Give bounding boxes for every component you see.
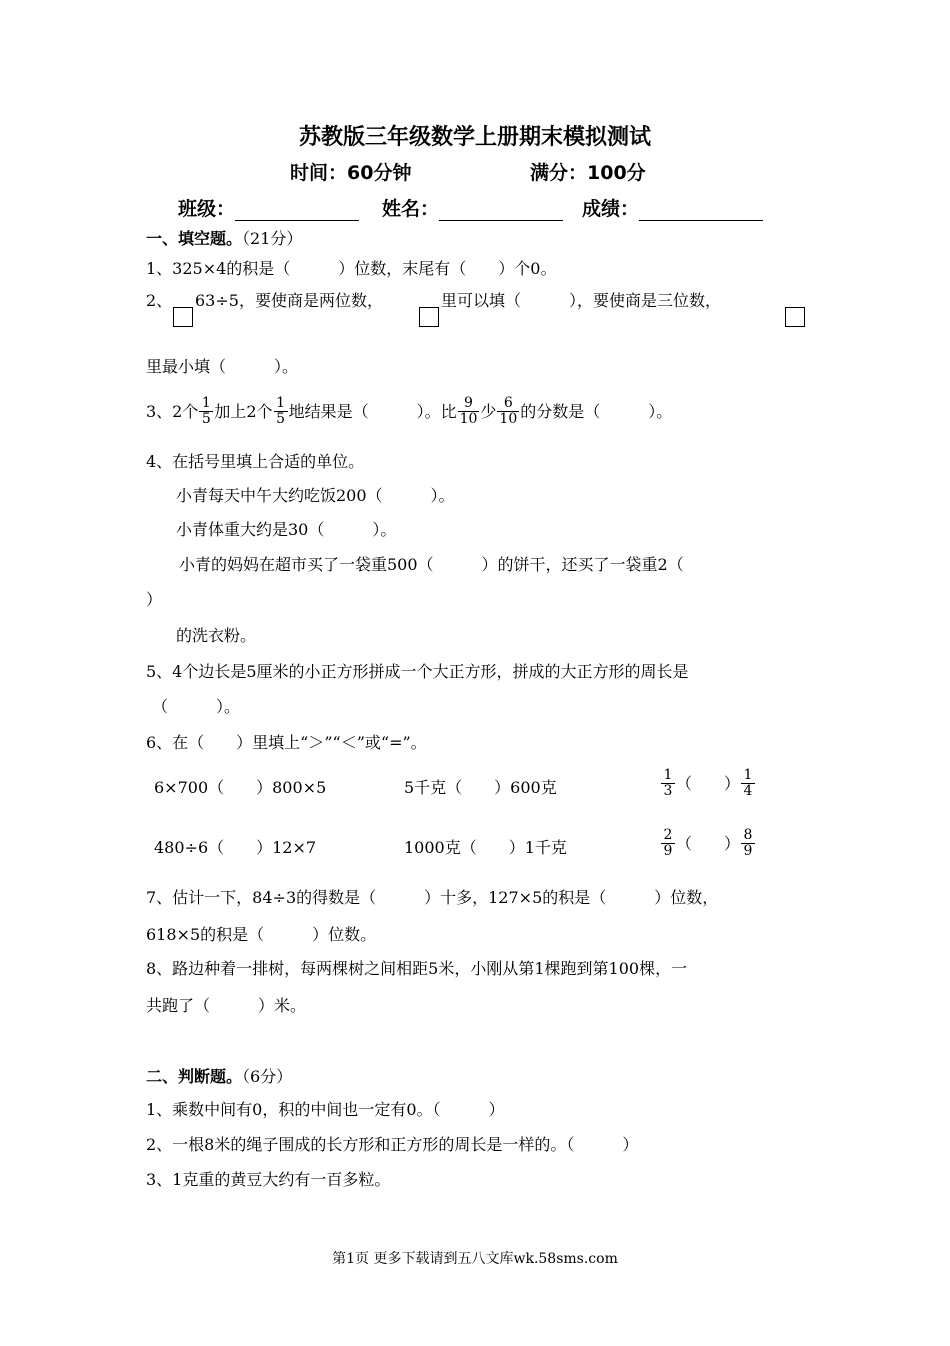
fraction-denominator: 9 — [743, 843, 753, 859]
fraction-numerator: 1 — [276, 395, 286, 411]
score-label: 满分：100分 — [530, 162, 646, 184]
question-1-5: 5、4个边长是5厘米的小正方形拼成一个大正方形，拼成的大正方形的周长是 — [146, 662, 689, 681]
fraction-denominator: 10 — [499, 411, 518, 427]
answer-box-3[interactable] — [785, 307, 805, 327]
fraction-denominator: 10 — [459, 411, 478, 427]
q3-part5: 的分数是（ ）。 — [520, 401, 673, 421]
fraction-6-10 — [498, 396, 518, 427]
fraction-numerator: 1 — [663, 767, 673, 783]
question-1-4-d: 的洗衣粉。 — [176, 626, 257, 645]
grade-blank[interactable] — [639, 198, 763, 221]
question-1-3 — [146, 396, 672, 427]
compare-2-3 — [660, 828, 756, 859]
question-1-4: 4、在括号里填上合适的单位。 — [146, 452, 365, 471]
compare-blank[interactable]: （ ） — [676, 833, 741, 853]
class-field-row — [178, 194, 359, 221]
page-footer: 第1页 更多下载请到五八文库wk.58sms.com — [332, 1251, 618, 1267]
fraction-numerator: 1 — [743, 767, 753, 783]
name-blank[interactable] — [439, 198, 563, 221]
answer-box-2[interactable] — [419, 307, 439, 327]
grade-label: 成绩： — [582, 198, 640, 220]
question-1-8-b: 共跑了（ ）米。 — [146, 996, 307, 1015]
section2-heading — [146, 1066, 292, 1088]
section1-title: 一、填空题。 — [146, 229, 243, 248]
section2-points: （6分） — [242, 1067, 293, 1086]
fraction-2-9 — [662, 828, 674, 859]
compare-1-3 — [660, 768, 756, 799]
compare-blank[interactable]: （ ） — [676, 773, 741, 793]
q3-part4: 少 — [480, 401, 497, 421]
fraction-denominator: 4 — [743, 783, 753, 799]
question-1-5-b: （ ）。 — [152, 697, 241, 716]
question-1-1: 1、325×4的积是（ ）位数，末尾有（ ）个0。 — [146, 259, 557, 278]
fraction-denominator: 9 — [663, 843, 673, 859]
question-1-4-c-cont: ） — [146, 590, 163, 609]
answer-box-1[interactable] — [173, 307, 193, 327]
q3-part1: 3、2个 — [146, 401, 199, 421]
question-1-4-b: 小青体重大约是30（ ）。 — [176, 520, 397, 539]
section2-title: 二、判断题。 — [146, 1067, 243, 1086]
question-1-2-text-2: 里可以填（ ），要使商是三位数， — [441, 291, 722, 310]
compare-1-2: 5千克（ ）600克 — [404, 778, 557, 797]
fraction-numerator: 2 — [663, 827, 673, 843]
question-2-1: 1、乘数中间有0，积的中间也一定有0。（ ） — [146, 1100, 505, 1119]
name-label: 姓名： — [382, 198, 440, 220]
fraction-denominator: 5 — [201, 411, 211, 427]
fraction-8-9 — [742, 828, 754, 859]
question-1-6: 6、在（ ）里填上“＞”“＜”或“=”。 — [146, 733, 427, 752]
grade-field-row — [582, 194, 763, 221]
question-1-7: 7、估计一下，84÷3的得数是（ ）十多，127×5的积是（ ）位数， — [146, 888, 719, 907]
question-1-8: 8、路边种着一排树，每两棵树之间相距5米，小刚从第1棵跑到第100棵，一 — [146, 959, 688, 978]
question-1-4-a: 小青每天中午大约吃饭200（ ）。 — [176, 486, 455, 505]
compare-2-1: 480÷6（ ）12×7 — [154, 838, 317, 857]
fraction-numerator: 6 — [503, 395, 513, 411]
question-1-7-b: 618×5的积是（ ）位数。 — [146, 925, 377, 944]
fraction-9-10 — [459, 396, 479, 427]
fraction-numerator: 8 — [743, 827, 753, 843]
question-1-2-text-3: 里最小填（ ）。 — [146, 357, 299, 376]
q3-part2: 加上2个 — [214, 401, 273, 421]
class-label: 班级： — [178, 198, 236, 220]
class-blank[interactable] — [235, 198, 359, 221]
q3-part3: 地结果是（ ）。比 — [288, 401, 457, 421]
question-2-2: 2、一根8米的绳子围成的长方形和正方形的周长是一样的。（ ） — [146, 1135, 639, 1154]
question-2-3: 3、1克重的黄豆大约有一百多粒。 — [146, 1170, 391, 1189]
fraction-numerator: 1 — [201, 395, 211, 411]
fraction-numerator: 9 — [464, 395, 473, 411]
name-field-row — [382, 194, 563, 221]
page-title: 苏教版三年级数学上册期末模拟测试 — [298, 125, 651, 150]
fraction-1-4 — [742, 768, 754, 799]
question-1-4-c: 小青的妈妈在超市买了一袋重500（ ）的饼干，还买了一袋重2（ — [179, 555, 684, 574]
fraction-1-5-a — [200, 396, 212, 427]
question-1-2-text: 63÷5，要使商是两位数， — [195, 291, 383, 310]
fraction-denominator: 5 — [276, 411, 286, 427]
fraction-1-5-b — [275, 396, 287, 427]
time-label: 时间：60分钟 — [290, 162, 412, 184]
question-1-2-number: 2、 — [146, 291, 173, 310]
compare-2-2: 1000克（ ）1千克 — [404, 838, 567, 857]
section1-points: （21分） — [242, 229, 303, 248]
compare-1-1: 6×700（ ）800×5 — [154, 778, 327, 797]
section1-heading — [146, 228, 302, 250]
fraction-1-3 — [662, 768, 674, 799]
fraction-denominator: 3 — [663, 783, 673, 799]
